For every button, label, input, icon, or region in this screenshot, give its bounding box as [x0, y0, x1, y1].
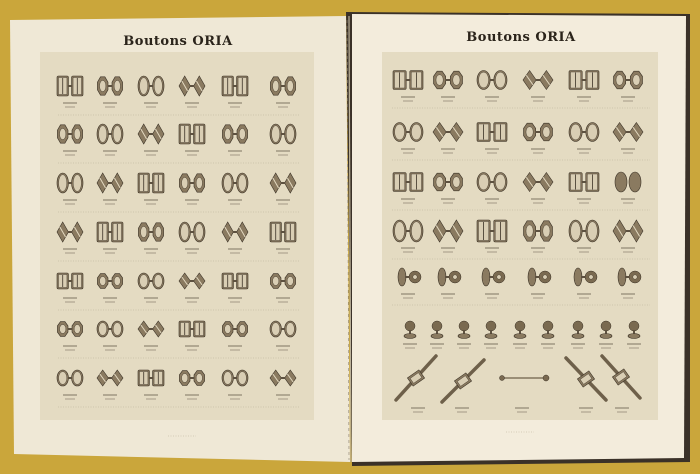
right-page-title: Boutons ORIA: [466, 30, 576, 45]
left-page-title: Boutons ORIA: [123, 34, 233, 49]
